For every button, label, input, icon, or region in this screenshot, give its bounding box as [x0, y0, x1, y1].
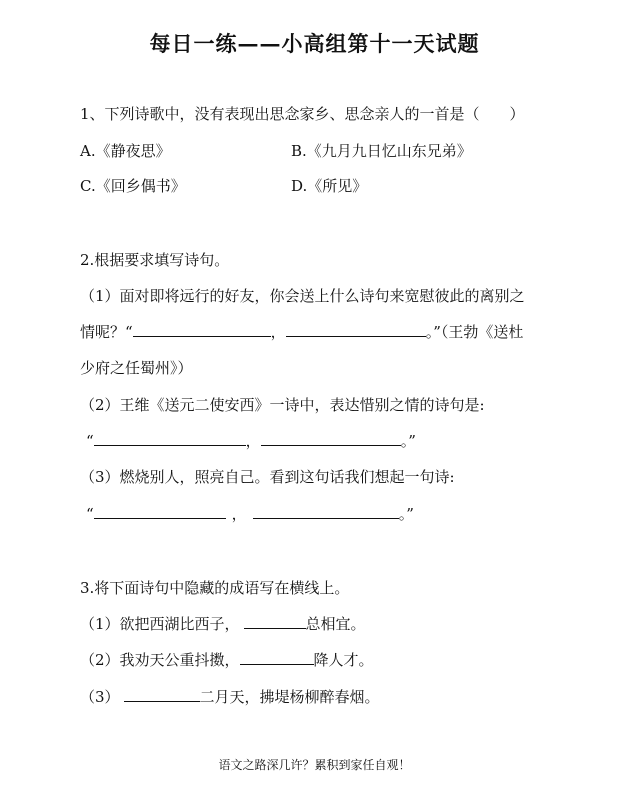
q3-line3-before: （3）	[80, 688, 120, 706]
question-2-stem: 2.根据要求填写诗句。	[80, 251, 230, 269]
q2-part2-answer-blank-2[interactable]	[261, 431, 401, 446]
q3-line3-answer-blank[interactable]	[124, 687, 200, 702]
q2-part1-line2	[80, 322, 523, 342]
q3-line-1	[80, 614, 366, 634]
q2-part1-prefix: 情呢？“	[80, 323, 133, 341]
option-text: 《九月九日忆山东兄弟》	[306, 142, 472, 160]
q2-part2-comma: ，	[245, 432, 261, 450]
q2-part3-comma: ，	[231, 505, 247, 523]
q2-part3-answer-blank-1[interactable]	[94, 504, 226, 519]
q2-part3-open-quote: “	[86, 505, 94, 523]
q1-option-c	[80, 176, 186, 196]
q3-line1-before: （1）欲把西湖比西子，	[80, 615, 240, 633]
q2-part3-answer-blank-2[interactable]	[253, 504, 399, 519]
q3-line2-before: （2）我劝天公重抖擞，	[80, 651, 240, 669]
q3-line1-answer-blank[interactable]	[244, 614, 306, 629]
q1-option-a	[80, 141, 171, 161]
q2-part2-answer-blank-1[interactable]	[94, 431, 246, 446]
q2-part3-line1: （3）燃烧别人，照亮自己。看到这句话我们想起一句诗:	[80, 468, 455, 486]
q3-line3-after: 二月天，拂堤杨柳醉春烟。	[199, 688, 380, 706]
q2-part2-open-quote: “	[86, 432, 94, 450]
option-text: 《回乡偶书》	[95, 177, 186, 195]
question-3-stem: 3.将下面诗句中隐藏的成语写在横线上。	[80, 579, 350, 597]
page-title: 每日一练——小高组第十一天试题	[149, 31, 480, 56]
q3-line1-after: 总相宜。	[305, 615, 366, 633]
q2-part2-close: 。”	[400, 432, 416, 450]
q3-line-2	[80, 650, 374, 670]
q2-part2-line1: （2）王维《送元二使安西》一诗中，表达惜别之情的诗句是:	[80, 396, 485, 414]
question-1-stem: 1、下列诗歌中，没有表现出思念家乡、思念亲人的一首是（ ）	[80, 105, 525, 123]
q2-part3-close: 。”	[398, 505, 414, 523]
option-text: 《所见》	[307, 177, 368, 195]
q2-part1-comma: ，	[270, 323, 286, 341]
option-label: A.	[80, 142, 96, 160]
q2-part1-answer-blank-2[interactable]	[286, 322, 426, 337]
q3-line-3	[80, 687, 380, 707]
q2-part2-line2	[86, 431, 416, 451]
q3-line2-answer-blank[interactable]	[240, 650, 314, 665]
option-label: D.	[291, 177, 308, 195]
q1-option-d	[291, 176, 367, 196]
page-footer: 语文之路深几许？累积到家任自观！	[218, 758, 411, 772]
q2-part1-line1: （1）面对即将远行的好友，你会送上什么诗句来宽慰彼此的离别之	[80, 287, 525, 305]
option-text: 《静夜思》	[95, 142, 171, 160]
q1-option-b	[291, 141, 472, 161]
q2-part1-answer-blank-1[interactable]	[133, 322, 271, 337]
q2-part1-line3: 少府之任蜀州》）	[80, 359, 193, 377]
option-label: B.	[291, 142, 307, 160]
option-label: C.	[80, 177, 96, 195]
q3-line2-after: 降人才。	[313, 651, 374, 669]
q2-part3-line2	[86, 504, 414, 524]
q2-part1-suffix: 。”（王勃《送杜	[425, 323, 524, 341]
